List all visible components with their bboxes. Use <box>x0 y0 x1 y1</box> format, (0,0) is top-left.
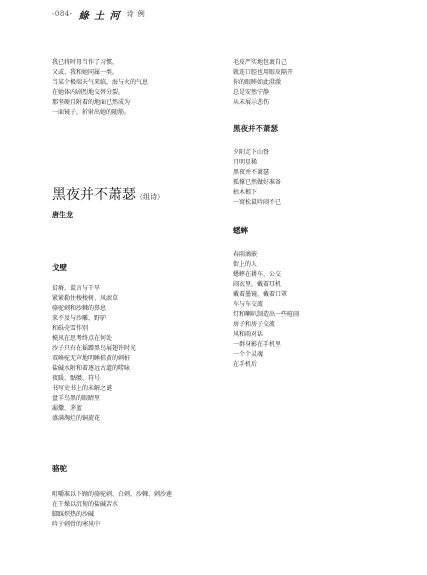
poem-line: 在她体内剧烈地交替分裂。 <box>52 89 125 96</box>
poem-line: 枯木根下 <box>233 189 258 196</box>
poem-line: 吟于刺骨的寒风中 <box>52 521 101 528</box>
poem-line: 贫瘠、谎言与干旱 <box>52 285 101 292</box>
poem-line: 一群身影在手机里 <box>233 341 282 348</box>
poem-line: 孤撑已然做好准备 <box>233 179 282 186</box>
poem-line: 街上的人 <box>233 261 258 268</box>
poem-line: 灯和喇叭制造出一些喧闹 <box>233 311 300 318</box>
poem-line: 沙子只有在摇蹭黑鸟展翅许时光 <box>52 345 137 352</box>
collection-title-sub: （组诗） <box>136 193 164 201</box>
poem-line: 书写史书上的未解之谜 <box>52 385 113 392</box>
poem-title-luotuo: 骆驼 <box>52 464 67 473</box>
poem-luotuo <box>52 490 222 530</box>
poem-line: 当某个极端天气来临，海与火的气息 <box>52 79 149 86</box>
poem-line: 我已将时母当作了习惯， <box>52 59 119 66</box>
author-name: 唐生龙 <box>52 210 73 219</box>
poem-line: 漏撒、茅蓝 <box>52 405 83 412</box>
poem-line: 闹衣里，戴着耳机 <box>233 281 282 288</box>
poem-line: 在干燥以沉甸的盐碱苦水 <box>52 501 119 508</box>
poem-line: 夜暖、骷髅、符号 <box>52 375 101 382</box>
poem-line: 春雨滴嵌 <box>233 251 258 258</box>
poem-title-xishuai: 蟋蟀 <box>233 226 248 235</box>
poem-title-heiye: 黑夜并不萧瑟 <box>233 124 278 133</box>
poem-line: 盐碱水附和着逐远古道的唠咏 <box>52 365 131 372</box>
poem-line: 从未展示悲伤 <box>233 99 270 106</box>
poem-line: 蟋蟀在耕车、公交 <box>233 271 282 278</box>
poem-line: 模风在思考终点在何处 <box>52 335 113 342</box>
poem-line: 毛皮严实地包裹自己 <box>233 59 288 66</box>
poem-line: 总是安然宁静 <box>233 89 270 96</box>
poem-line: 一个个灵魂 <box>233 351 264 358</box>
left-top-stanza <box>52 58 222 118</box>
poem-line: 就连口腔也用眼皮隔开 <box>233 69 294 76</box>
poem-line: 紧紧勒住梭梭树、风滚草 <box>52 295 119 302</box>
poem-line: 在手机后 <box>233 361 258 368</box>
poem-line: 一面镜子，折射出她的随筋。 <box>52 109 131 116</box>
poem-line: 戴着墨镜，戴着口罩 <box>233 291 288 298</box>
poem-line: 一窝松鼠吟闹不已 <box>233 199 282 206</box>
poem-line: 那坚硬且附着的地面已然成为 <box>52 99 131 106</box>
poem-title-gebi: 戈壁 <box>52 263 67 272</box>
poem-line: 你的眼眸如此澄澈 <box>233 79 282 86</box>
poem-line: 风和雨对话 <box>233 331 264 338</box>
poem-line: 和砾壳雪作别 <box>52 325 89 332</box>
section-label: 诗 例 <box>126 10 146 18</box>
right-column <box>233 58 403 370</box>
poem-line: 来不及与沙雕、野驴 <box>52 315 107 322</box>
collection-title <box>52 184 164 204</box>
poem-line: 黑夜并不萧瑟 <box>233 169 270 176</box>
page-header <box>52 6 146 22</box>
poem-line: 月明星稀 <box>233 159 258 166</box>
poem-line: 夕阳走下山脊 <box>233 149 270 156</box>
poem-line: 盛满淘烂的铜旋花 <box>52 415 101 422</box>
magazine-logo: 綠 土 河 <box>78 10 121 22</box>
poem-line: 骆驼刺和沙棘的鼻息 <box>52 305 107 312</box>
poem-line: 盘羊鸟黑的眼睛里 <box>52 395 101 402</box>
poem-line: 双峰驼无声地明睡桔黄的刺桩 <box>52 355 131 362</box>
poem-line: 咀嚼准以下顾的骆驼刺、白刺、沙棘、刺沙莲 <box>52 491 173 498</box>
poem-line: 车与车交流 <box>233 301 264 308</box>
collection-title-main: 黑夜并不萧瑟 <box>52 187 136 203</box>
poem-line: 房子和房子交流 <box>233 321 276 328</box>
poem-line: 脚踩炽热的沙碱 <box>52 511 95 518</box>
poem-line: 又或、我和她同属一类。 <box>52 69 119 76</box>
poem-gebi <box>52 284 222 424</box>
page-number: -084- <box>52 10 73 18</box>
